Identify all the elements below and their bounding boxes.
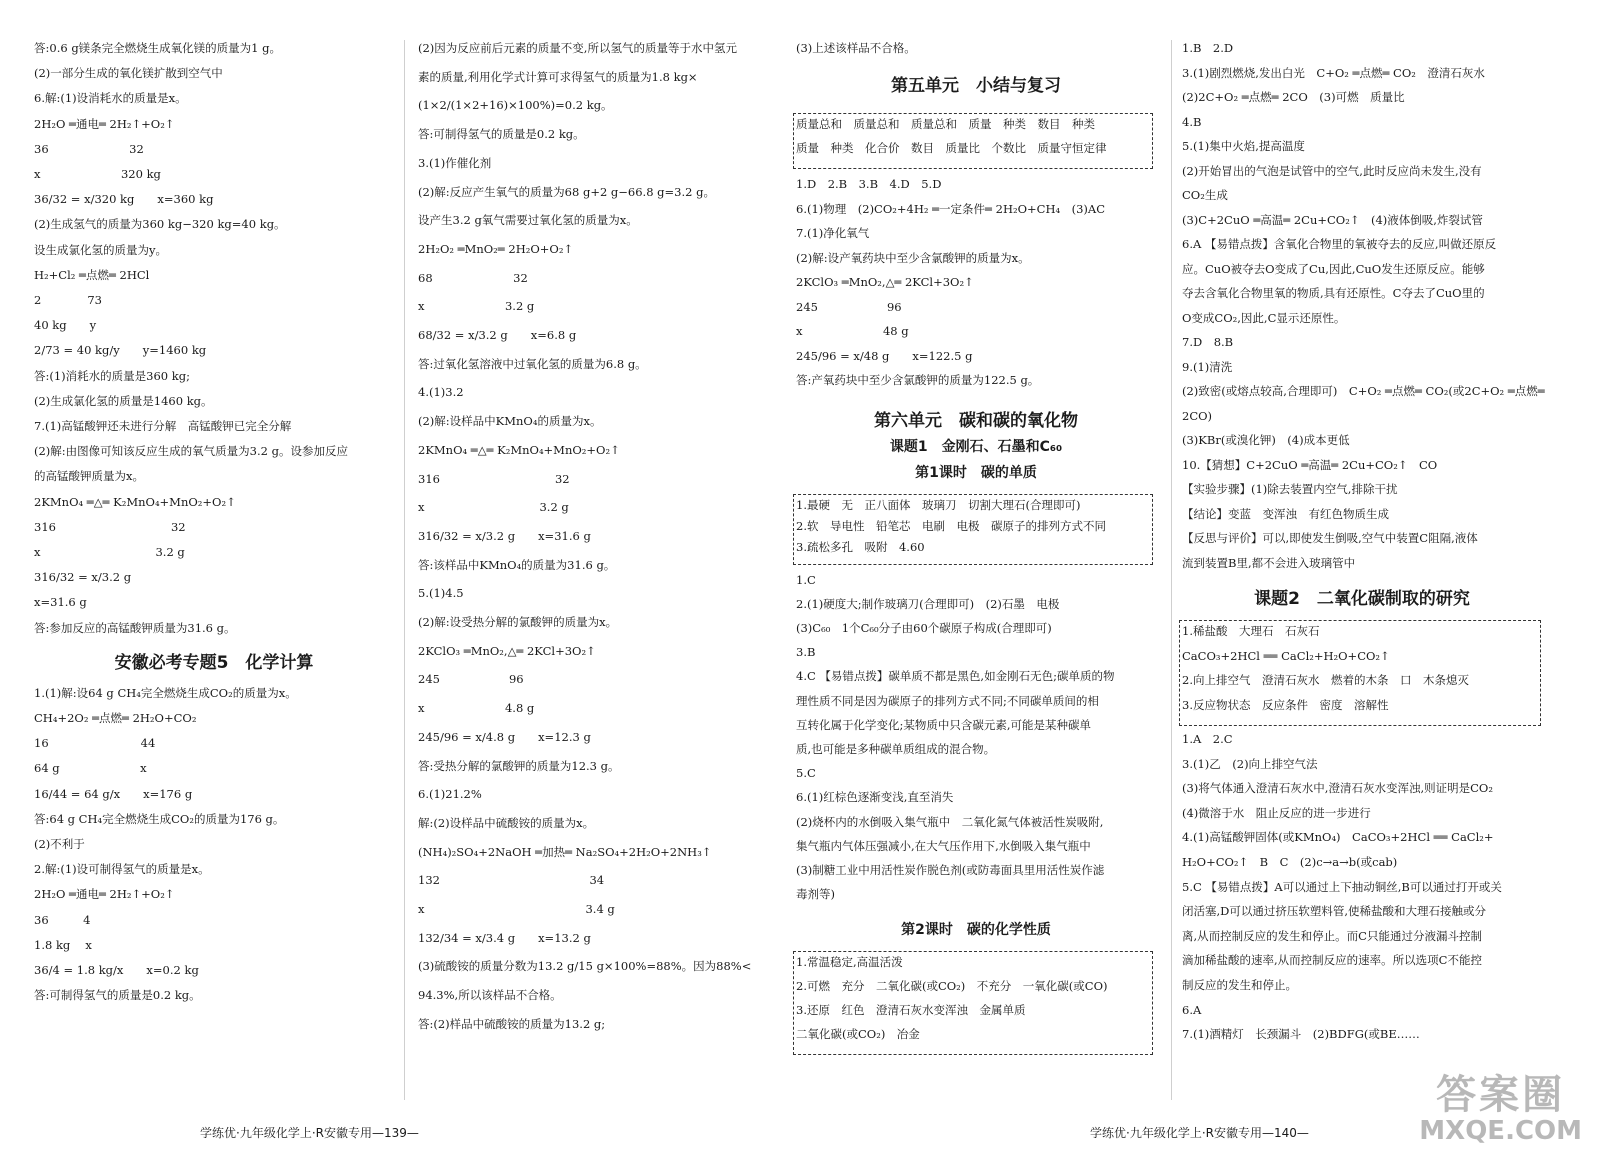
section-heading: 课题1 金刚石、石墨和C₆₀ [889,438,1063,455]
text-line: 68 32 [418,270,528,285]
text-line: 6.(1)红棕色逐渐变浅,直至消失 [796,790,954,805]
text-line: 1.(1)解:设64 g CH₄完全燃烧生成CO₂的质量为x。 [34,685,297,700]
watermark-cn: 答案圈 [1436,1072,1566,1118]
footer-right: 学练优·九年级化学上·R安徽专用—140— [1090,1126,1309,1140]
section-heading: 安徽必考专题5 化学计算 [114,652,314,673]
text-line: 制反应的发生和停止。 [1182,978,1297,992]
column-divider [404,40,405,1100]
text-line: 答:(2)样品中硫酸铵的质量为13.2 g; [418,1016,606,1031]
text-line: 答:64 g CH₄完全燃烧生成CO₂的质量为176 g。 [34,811,285,826]
text-line: 设生成氯化氢的质量为y。 [34,242,167,257]
text-line: 316 32 [418,471,570,486]
text-line: (2)解:设产氧药块中至少含氯酸钾的质量为x。 [796,250,1030,265]
box-line: 质量总和 质量总和 质量总和 质量 种类 数目 种类 [796,117,1095,131]
text-line: (2)开始冒出的气泡是试管中的空气,此时反应尚未发生,没有 [1182,163,1482,178]
text-line: H₂O+CO₂↑ B C (2)c→a→b(或cab) [1182,855,1398,869]
text-line: x 4.8 g [418,701,535,716]
text-line: 5.C [796,766,816,781]
text-line: 1.A 2.C [1182,732,1233,746]
text-line: 7.D 8.B [1182,335,1234,349]
text-line: 40 kg y [34,318,97,333]
text-line: 36 32 [34,141,144,156]
text-line: 夺去含氧化合物里氧的物质,具有还原性。C夺去了CuO里的 [1182,286,1485,300]
text-line: 245/96 = x/4.8 g x=12.3 g [418,729,591,744]
text-line: 4.(1)3.2 [418,385,464,400]
text-line: 理性质不同是因为碳原子的排列方式不同;不同碳单质间的相 [796,693,1099,708]
text-line: 36/32 = x/320 kg x=360 kg [34,192,214,207]
footer-left: 学练优·九年级化学上·R安徽专用—139— [200,1126,419,1140]
text-line: 4.C 【易错点拨】碳单质不都是黑色,如金刚石无色;碳单质的物 [796,669,1115,684]
text-line: x 48 g [796,324,909,338]
text-line: 答:可制得氢气的质量是0.2 kg。 [34,988,201,1003]
text-line: 2KMnO₄ ═△═ K₂MnO₄+MnO₂+O₂↑ [418,442,620,457]
box-line: 二氧化碳(或CO₂) 冶金 [796,1027,920,1042]
text-line: x=31.6 g [34,595,87,610]
text-line: 4.B [1182,114,1202,129]
section-heading: 第2课时 碳的化学性质 [901,922,1051,939]
text-line: (2)不利于 [34,837,85,851]
text-line: 3.(1)剧烈燃烧,发出白光 C+O₂ ═点燃═ CO₂ 澄清石灰水 [1182,65,1485,80]
text-line: 132/34 = x/3.4 g x=13.2 g [418,930,591,945]
text-line: 68/32 = x/3.2 g x=6.8 g [418,328,577,342]
text-line: x 3.2 g [418,299,535,314]
text-line: H₂+Cl₂ ═点燃═ 2HCl [34,267,150,282]
text-line: 6.A 【易错点拨】含氧化合物里的氧被夺去的反应,叫做还原反 [1182,237,1497,251]
text-line: 2CO) [1182,408,1213,423]
text-line: 闭活塞,D可以通过挤压软塑料管,使稀盐酸和大理石接触或分 [1182,904,1487,919]
text-line: 9.(1)清洗 [1182,359,1233,374]
text-line: x 3.2 g [34,545,185,559]
text-line: 答:可制得氢气的质量是0.2 kg。 [418,127,585,142]
text-line: 316 32 [34,519,186,534]
text-line: 解:(2)设样品中硫酸铵的质量为x。 [418,815,595,830]
text-line: 7.(1)酒精灯 长颈漏斗 (2)BDFG(或BE…… [1182,1027,1420,1042]
text-line: x 3.4 g [418,902,615,916]
text-line: 答:参加反应的高锰酸钾质量为31.6 g。 [34,620,236,635]
text-line: 2H₂O₂ ═MnO₂═ 2H₂O+O₂↑ [418,241,574,256]
text-line: 答:(1)消耗水的质量是360 kg; [34,368,190,383]
text-line: 集气瓶内气体压强减小,在大气压作用下,水倒吸入集气瓶中 [796,838,1091,853]
watermark-logo [1419,1073,1582,1145]
text-line: 6.(1)21.2% [418,787,482,802]
text-line: 应。CuO被夺去O变成了Cu,因此,CuO发生还原反应。能够 [1182,261,1485,276]
right-page [790,0,1600,1159]
text-line: 1.8 kg x [34,937,92,952]
section-heading: 第五单元 小结与复习 [891,76,1061,96]
text-line: 答:产氧药块中至少含氯酸钾的质量为122.5 g。 [796,373,1040,387]
text-line: 2.(1)硬度大;制作玻璃刀(合理即可) (2)石墨 电极 [796,596,1060,611]
text-line: 64 g x [34,761,147,776]
text-line: (2)生成氯化氢的质量是1460 kg。 [34,393,213,408]
box-line: 3.疏松多孔 吸附 4.60 [796,539,925,554]
text-line: 4.(1)高锰酸钾固体(或KMnO₄) CaCO₃+2HCl ══ CaCl₂+ [1182,830,1494,845]
text-line: (3)制糖工业中用活性炭作脱色剂(或防毒面具里用活性炭作滤 [796,862,1105,877]
text-line: 5.C 【易错点拨】A可以通过上下抽动铜丝,B可以通过打开或关 [1182,879,1502,894]
text-line: 2H₂O ═通电═ 2H₂↑+O₂↑ [34,887,175,902]
text-line: 132 34 [418,873,605,888]
text-line: (3)将气体通入澄清石灰水中,澄清石灰水变浑浊,则证明是CO₂ [1182,781,1493,796]
text-line: (2)烧杯内的水倒吸入集气瓶中 二氧化氮气体被活性炭吸附, [796,814,1104,829]
text-line: 7.(1)高锰酸钾还未进行分解 高锰酸钾已完全分解 [34,419,292,433]
text-line: 3.(1)乙 (2)向上排空气法 [1182,756,1318,771]
text-line: 2KClO₃ ═MnO₂,△═ 2KCl+3O₂↑ [796,275,974,289]
text-line: 答:过氧化氢溶液中过氧化氢的质量为6.8 g。 [418,356,647,371]
text-line: 16 44 [34,736,156,751]
text-line: x 3.2 g [418,500,569,515]
box-line: 质量 种类 化合价 数目 质量比 个数比 质量守恒定律 [796,141,1107,155]
text-line: 245/96 = x/48 g x=122.5 g [796,348,973,363]
text-line: 3.B [796,645,816,660]
text-line: (2)因为反应前后元素的质量不变,所以氢气的质量等于水中氢元 [418,41,737,55]
text-line: 答:受热分解的氯酸钾的质量为12.3 g。 [418,758,620,773]
text-line: 2/73 = 40 kg/y y=1460 kg [34,343,207,358]
text-line: (3)KBr(或溴化钾) (4)成本更低 [1182,433,1350,447]
text-line: CO₂生成 [1182,188,1228,202]
text-line: (2)解:设样品中KMnO₄的质量为x。 [418,414,602,429]
text-line: (1×2/(1×2+16)×100%)=0.2 kg。 [418,98,613,113]
text-line: 6.(1)物理 (2)CO₂+4H₂ ═一定条件═ 2H₂O+CH₄ (3)AC [796,201,1105,216]
text-line: 的高锰酸钾质量为x。 [34,469,144,484]
text-line: 6.A [1182,1002,1202,1017]
text-line: (NH₄)₂SO₄+2NaOH ═加热═ Na₂SO₄+2H₂O+2NH₃↑ [418,844,712,859]
text-line: CH₄+2O₂ ═点燃═ 2H₂O+CO₂ [34,711,197,725]
text-line: O变成CO₂,因此,C显示还原性。 [1182,310,1346,325]
text-line: 2KMnO₄ ═△═ K₂MnO₄+MnO₂+O₂↑ [34,494,236,509]
text-line: 离,从而控制反应的发生和停止。而C只能通过分液漏斗控制 [1182,928,1482,943]
text-line: 质,也可能是多种碳单质组成的混合物。 [796,741,996,756]
text-line: (2)生成氢气的质量为360 kg−320 kg=40 kg。 [34,217,286,232]
text-line: 94.3%,所以该样品不合格。 [418,988,562,1003]
section-heading: 第1课时 碳的单质 [915,464,1037,481]
text-line: (2)解:由图像可知该反应生成的氧气质量为3.2 g。设参加反应 [34,444,348,459]
box-line: 3.还原 红色 澄清石灰水变浑浊 金属单质 [796,1003,1026,1018]
text-line: 滴加稀盐酸的速率,从而控制反应的速率。所以选项C不能控 [1182,953,1482,968]
text-line: 5.(1)集中火焰,提高温度 [1182,139,1305,153]
text-line: 36 4 [34,912,91,927]
text-line: 【实验步骤】(1)除去装置内空气,排除干扰 [1182,482,1398,496]
text-line: (2)2C+O₂ ═点燃═ 2CO (3)可燃 质量比 [1182,90,1405,104]
box-line: 1.稀盐酸 大理石 石灰石 [1182,624,1320,638]
text-line: 245 96 [796,299,902,314]
text-line: (2)解:设受热分解的氯酸钾的质量为x。 [418,615,618,629]
text-line: 2H₂O ═通电═ 2H₂↑+O₂↑ [34,116,175,131]
text-line: 36/4 = 1.8 kg/x x=0.2 kg [34,963,199,977]
box-line: 3.反应物状态 反应条件 密度 溶解性 [1182,697,1389,712]
text-line: 【结论】变蓝 变浑浊 有红色物质生成 [1182,506,1389,521]
section-heading: 课题2 二氧化碳制取的研究 [1254,589,1470,609]
text-line: (3)C₆₀ 1个C₆₀分子由60个碳原子构成(合理即可) [796,620,1052,635]
text-line: (4)微溶于水 阻止反应的进一步进行 [1182,805,1371,820]
text-line: x 320 kg [34,167,161,181]
box-line: CaCO₃+2HCl ══ CaCl₂+H₂O+CO₂↑ [1182,648,1390,663]
text-line: 316/32 = x/3.2 g x=31.6 g [418,528,591,543]
text-line: (3)硫酸铵的质量分数为13.2 g/15 g×100%=88%。因为88%< [418,959,752,974]
column-divider [1171,40,1172,1100]
text-line: 7.(1)净化氧气 [796,226,870,240]
text-line: 流到装置B里,都不会进入玻璃管中 [1182,555,1356,570]
text-line: 10.【猜想】C+2CuO ═高温═ 2Cu+CO₂↑ CO [1182,457,1438,472]
text-line: 6.解:(1)设消耗水的质量是x。 [34,91,187,106]
section-heading: 第六单元 碳和碳的氧化物 [874,410,1078,431]
text-line: 素的质量,利用化学式计算可求得氢气的质量为1.8 kg× [418,69,698,84]
text-line: 1.C [796,572,816,587]
text-line: (3)上述该样品不合格。 [796,41,916,55]
text-line: 答:0.6 g镁条完全燃烧生成氧化镁的质量为1 g。 [34,41,282,55]
text-line: 毒剂等) [796,887,835,902]
text-line: 设产生3.2 g氧气需要过氧化氢的质量为x。 [418,213,638,228]
text-line: 1.D 2.B 3.B 4.D 5.D [796,177,942,191]
box-line: 1.最硬 无 正八面体 玻璃刀 切割大理石(合理即可) [796,497,1081,512]
text-line: 3.(1)作催化剂 [418,155,492,170]
text-line: (2)致密(或熔点较高,合理即可) C+O₂ ═点燃═ CO₂(或2C+O₂ ═点燃═ [1182,384,1545,398]
text-line: 答:该样品中KMnO₄的质量为31.6 g。 [418,557,616,572]
text-line: (2)一部分生成的氧化镁扩散到空气中 [34,66,223,81]
text-line: (3)C+2CuO ═高温═ 2Cu+CO₂↑ (4)液体倒吸,炸裂试管 [1182,212,1483,227]
text-line: 316/32 = x/3.2 g [34,570,132,585]
text-line: 2 73 [34,293,102,307]
box-line: 2.软 导电性 铅笔芯 电刷 电极 碳原子的排列方式不同 [796,518,1106,533]
text-line: 16/44 = 64 g/x x=176 g [34,786,193,801]
text-line: 2.解:(1)设可制得氢气的质量是x。 [34,862,210,877]
text-line: 245 96 [418,672,524,687]
text-line: (2)解:反应产生氧气的质量为68 g+2 g−66.8 g=3.2 g。 [418,184,715,199]
text-line: 1.B 2.D [1182,41,1234,55]
box-line: 1.常温稳定,高温活泼 [796,955,903,970]
text-line: 【反思与评价】可以,即使发生倒吸,空气中装置C阻隔,液体 [1182,531,1478,545]
box-line: 2.可燃 充分 二氧化碳(或CO₂) 不充分 一氧化碳(或CO) [796,979,1108,994]
text-line: 2KClO₃ ═MnO₂,△═ 2KCl+3O₂↑ [418,643,596,658]
left-page [0,0,790,1159]
text-line: 5.(1)4.5 [418,586,464,601]
watermark-en: MXQE.COM [1419,1116,1582,1146]
text-line: 互转化属于化学变化;某物质中只含碳元素,可能是某种碳单 [796,717,1092,732]
box-line: 2.向上排空气 澄清石灰水 燃着的木条 口 木条熄灭 [1182,673,1469,687]
